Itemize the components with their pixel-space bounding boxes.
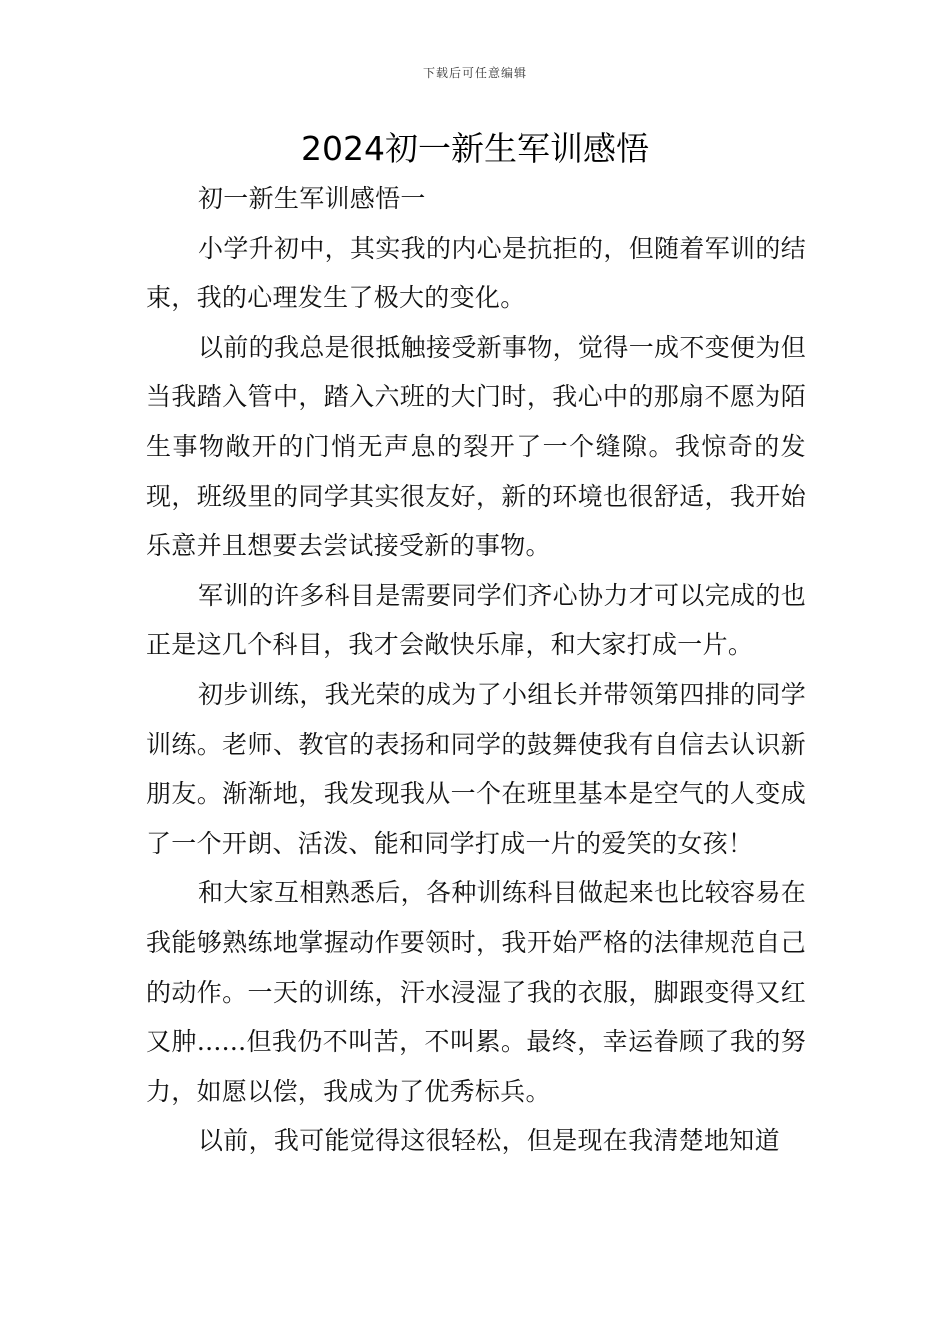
paragraph: 初步训练，我光荣的成为了小组长并带领第四排的同学训练。老师、教官的表扬和同学的鼓舞使我有自信去认识新朋友。渐渐地，我发现我从一个在班里基本是空气的人变成了一个开朗、活泼、能和同学打成一片的爱笑的女孩！ bbox=[146, 679, 806, 858]
document-body bbox=[146, 174, 806, 1166]
page-header: 下载后可任意编辑 bbox=[422, 66, 527, 80]
paragraph: 以前的我总是很抵触接受新事物，觉得一成不变便为但当我踏入管中，踏入六班的大门时，我心中的那扇不愿为陌生事物敞开的门悄无声息的裂开了一个缝隙。我惊奇的发现，班级里的同学其实很友好，新的环境也很舒适，我开始乐意并且想要去尝试接受新的事物。 bbox=[146, 332, 806, 561]
paragraph: 小学升初中，其实我的内心是抗拒的，但随着军训的结束，我的心理发生了极大的变化。 bbox=[146, 233, 806, 313]
document-title: 2024初一新生军训感悟 bbox=[301, 129, 649, 168]
paragraph-subtitle: 初一新生军训感悟一 bbox=[198, 184, 426, 213]
paragraph: 军训的许多科目是需要同学们齐心协力才可以完成的也正是这几个科目，我才会敞快乐扉，和大家打成一片。 bbox=[146, 580, 806, 660]
paragraph: 和大家互相熟悉后，各种训练科目做起来也比较容易在我能够熟练地掌握动作要领时，我开始严格的法律规范自己的动作。一天的训练，汗水浸湿了我的衣服，脚跟变得又红又肿......但我仍不叫苦，不叫累。最终，幸运眷顾了我的努力，如愿以偿，我成为了优秀标兵。 bbox=[146, 878, 806, 1106]
paragraph: 以前，我可能觉得这很轻松，但是现在我清楚地知道 bbox=[198, 1126, 780, 1156]
